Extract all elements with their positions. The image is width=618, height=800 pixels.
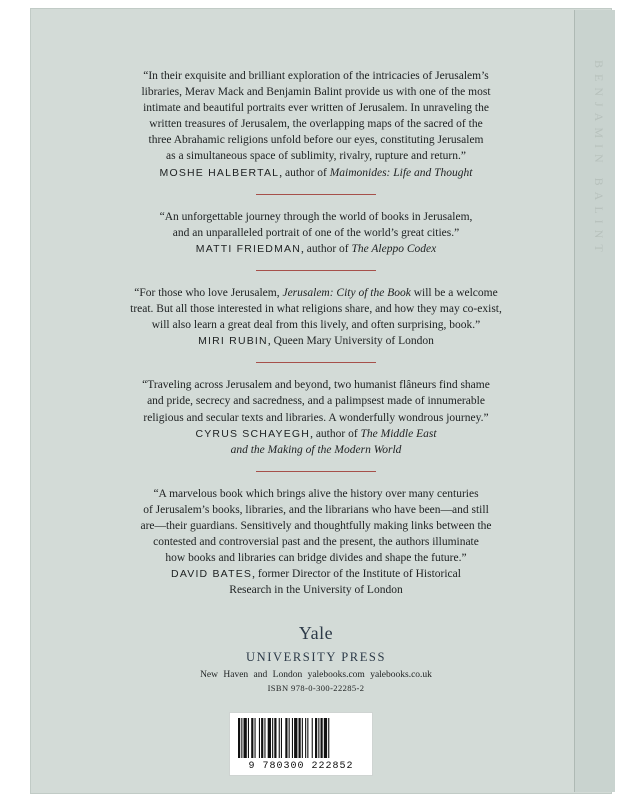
book-title: Maimonides: Life and Thought — [329, 166, 473, 179]
quote-line: three Abrahamic religions unfold before our eyes, constituting Jerusalem — [148, 134, 484, 147]
barcode-bar — [281, 718, 282, 758]
divider-rule — [256, 270, 376, 271]
publisher-block — [70, 622, 562, 693]
divider-rule — [256, 471, 376, 472]
quote-line: are—their guardians. Sensitively and thoughtfully making links between the — [140, 519, 492, 532]
barcode-bar — [312, 718, 313, 758]
barcode-bar — [268, 718, 271, 758]
barcode-bar — [255, 718, 256, 758]
quote-line: written treasures of Jerusalem, the overlapping maps of the sacred of the — [149, 118, 483, 131]
attribution-text: , author of — [279, 166, 330, 179]
blurb-halbertal — [70, 68, 562, 181]
barcode-bar — [285, 718, 287, 758]
barcode-bar — [261, 718, 263, 758]
quote-line: treat. But all those interested in what religions share, and how they may co-exist, — [130, 303, 502, 316]
blurb-attribution — [70, 333, 562, 349]
blurb-quote — [70, 68, 562, 165]
barcode-bar — [264, 718, 265, 758]
publisher-logo: Yale — [298, 623, 334, 644]
barcode-bar — [294, 718, 297, 758]
quote-line: libraries, Merav Mack and Benjamin Balint provide us with one of the most — [141, 86, 491, 99]
quote-line: contested and controversial past and the present, the authors illuminate — [153, 536, 479, 549]
blurb-quote — [70, 486, 562, 566]
quote-line: “Traveling across Jerusalem and beyond, two humanist flâneurs find shame — [142, 379, 490, 392]
author-name: MIRI RUBIN — [198, 335, 268, 348]
barcode-bar — [315, 718, 317, 758]
divider-rule — [256, 194, 376, 195]
divider-rule — [256, 362, 376, 363]
quote-line: how books and libraries can bridge divides and shape the future.” — [165, 552, 467, 565]
quote-line: “An unforgettable journey through the world of books in Jerusalem, — [159, 210, 473, 223]
barcode-bar — [305, 718, 306, 758]
publisher-location: New Haven and London yalebooks.com yalebooks.co.uk — [200, 670, 432, 681]
barcode — [229, 712, 373, 776]
blurb-attribution — [70, 241, 562, 257]
quote-line: and an unparalleled portrait of one of the world’s great cities.” — [172, 226, 460, 239]
quote-line: religious and secular texts and libraries. A wonderfully wondrous journey.” — [143, 411, 489, 424]
blurb-attribution — [70, 566, 562, 598]
blurb-bates — [70, 486, 562, 599]
barcode-bar — [248, 718, 249, 758]
quote-line: “A marvelous book which brings alive the history over many centuries — [153, 487, 479, 500]
book-title: The Aleppo Codex — [351, 242, 437, 255]
blurb-schayegh — [70, 377, 562, 457]
barcode-bar — [299, 718, 301, 758]
attribution-text: , author of — [301, 242, 352, 255]
quote-line: as a simultaneous space of sublimity, rivalry, rupture and return.” — [166, 150, 466, 163]
blurb-friedman — [70, 209, 562, 257]
author-name: CYRUS SCHAYEGH — [195, 427, 311, 440]
quote-line: intimate and beautiful portraits ever written of Jerusalem. In unraveling the — [143, 102, 489, 115]
book-title: and the Making of the Modern World — [230, 443, 402, 456]
barcode-bar — [321, 718, 323, 758]
barcode-bar — [307, 718, 308, 758]
author-name: MATTI FRIEDMAN — [195, 242, 302, 255]
quote-line: will also learn a great deal from this lively, and often surprising, book.” — [151, 319, 481, 332]
quote-line: of Jerusalem’s books, libraries, and the librarians who have been—and still — [143, 503, 489, 516]
author-name: DAVID BATES — [171, 568, 253, 581]
barcode-bar — [251, 718, 253, 758]
barcode-bar — [289, 718, 290, 758]
book-title: Jerusalem: City of the Book — [282, 286, 411, 299]
barcode-bar — [328, 718, 329, 758]
book-title: The Middle East — [360, 427, 437, 440]
barcode-bar — [272, 718, 273, 758]
barcode-bar — [274, 718, 276, 758]
blurb-attribution — [70, 165, 562, 181]
barcode-bar — [244, 718, 247, 758]
blurb-attribution — [70, 426, 562, 458]
blurb-quote — [70, 285, 562, 333]
barcode-bar — [324, 718, 327, 758]
blurbs-column — [70, 68, 562, 693]
quote-line: and pride, secrecy and sacredness, and a palimpsest made of innumerable — [147, 395, 485, 408]
barcode-bar — [318, 718, 319, 758]
author-name: MOSHE HALBERTAL — [159, 166, 280, 179]
barcode-bars — [236, 718, 366, 760]
quote-line: “In their exquisite and brilliant exploration of the intricacies of Jerusalem’s — [143, 70, 489, 82]
isbn-text: ISBN 978-0-300-22285-2 — [267, 683, 365, 694]
blurb-quote — [70, 377, 562, 425]
barcode-bar — [259, 718, 260, 758]
attribution-text: , author of — [310, 427, 361, 440]
publisher-subtitle: UNIVERSITY PRESS — [245, 650, 387, 665]
attribution-text: , Queen Mary University of London — [267, 335, 434, 348]
barcode-number: 9 780300 222852 — [248, 761, 354, 772]
blurb-rubin — [70, 285, 562, 349]
barcode-bar — [302, 718, 303, 758]
barcode-bar — [279, 718, 280, 758]
spine-author: BENJAMIN BALINT — [592, 60, 606, 258]
quote-line: will be a welcome — [410, 286, 498, 299]
barcode-bar — [238, 718, 240, 758]
attribution-text: , former Director of the Institute of Historical — [252, 568, 461, 581]
attribution-text: Research in the University of London — [229, 584, 403, 597]
barcode-bar — [292, 718, 293, 758]
barcode-bar — [241, 718, 242, 758]
blurb-quote — [70, 209, 562, 241]
quote-line: “For those who love Jerusalem, — [134, 286, 283, 299]
